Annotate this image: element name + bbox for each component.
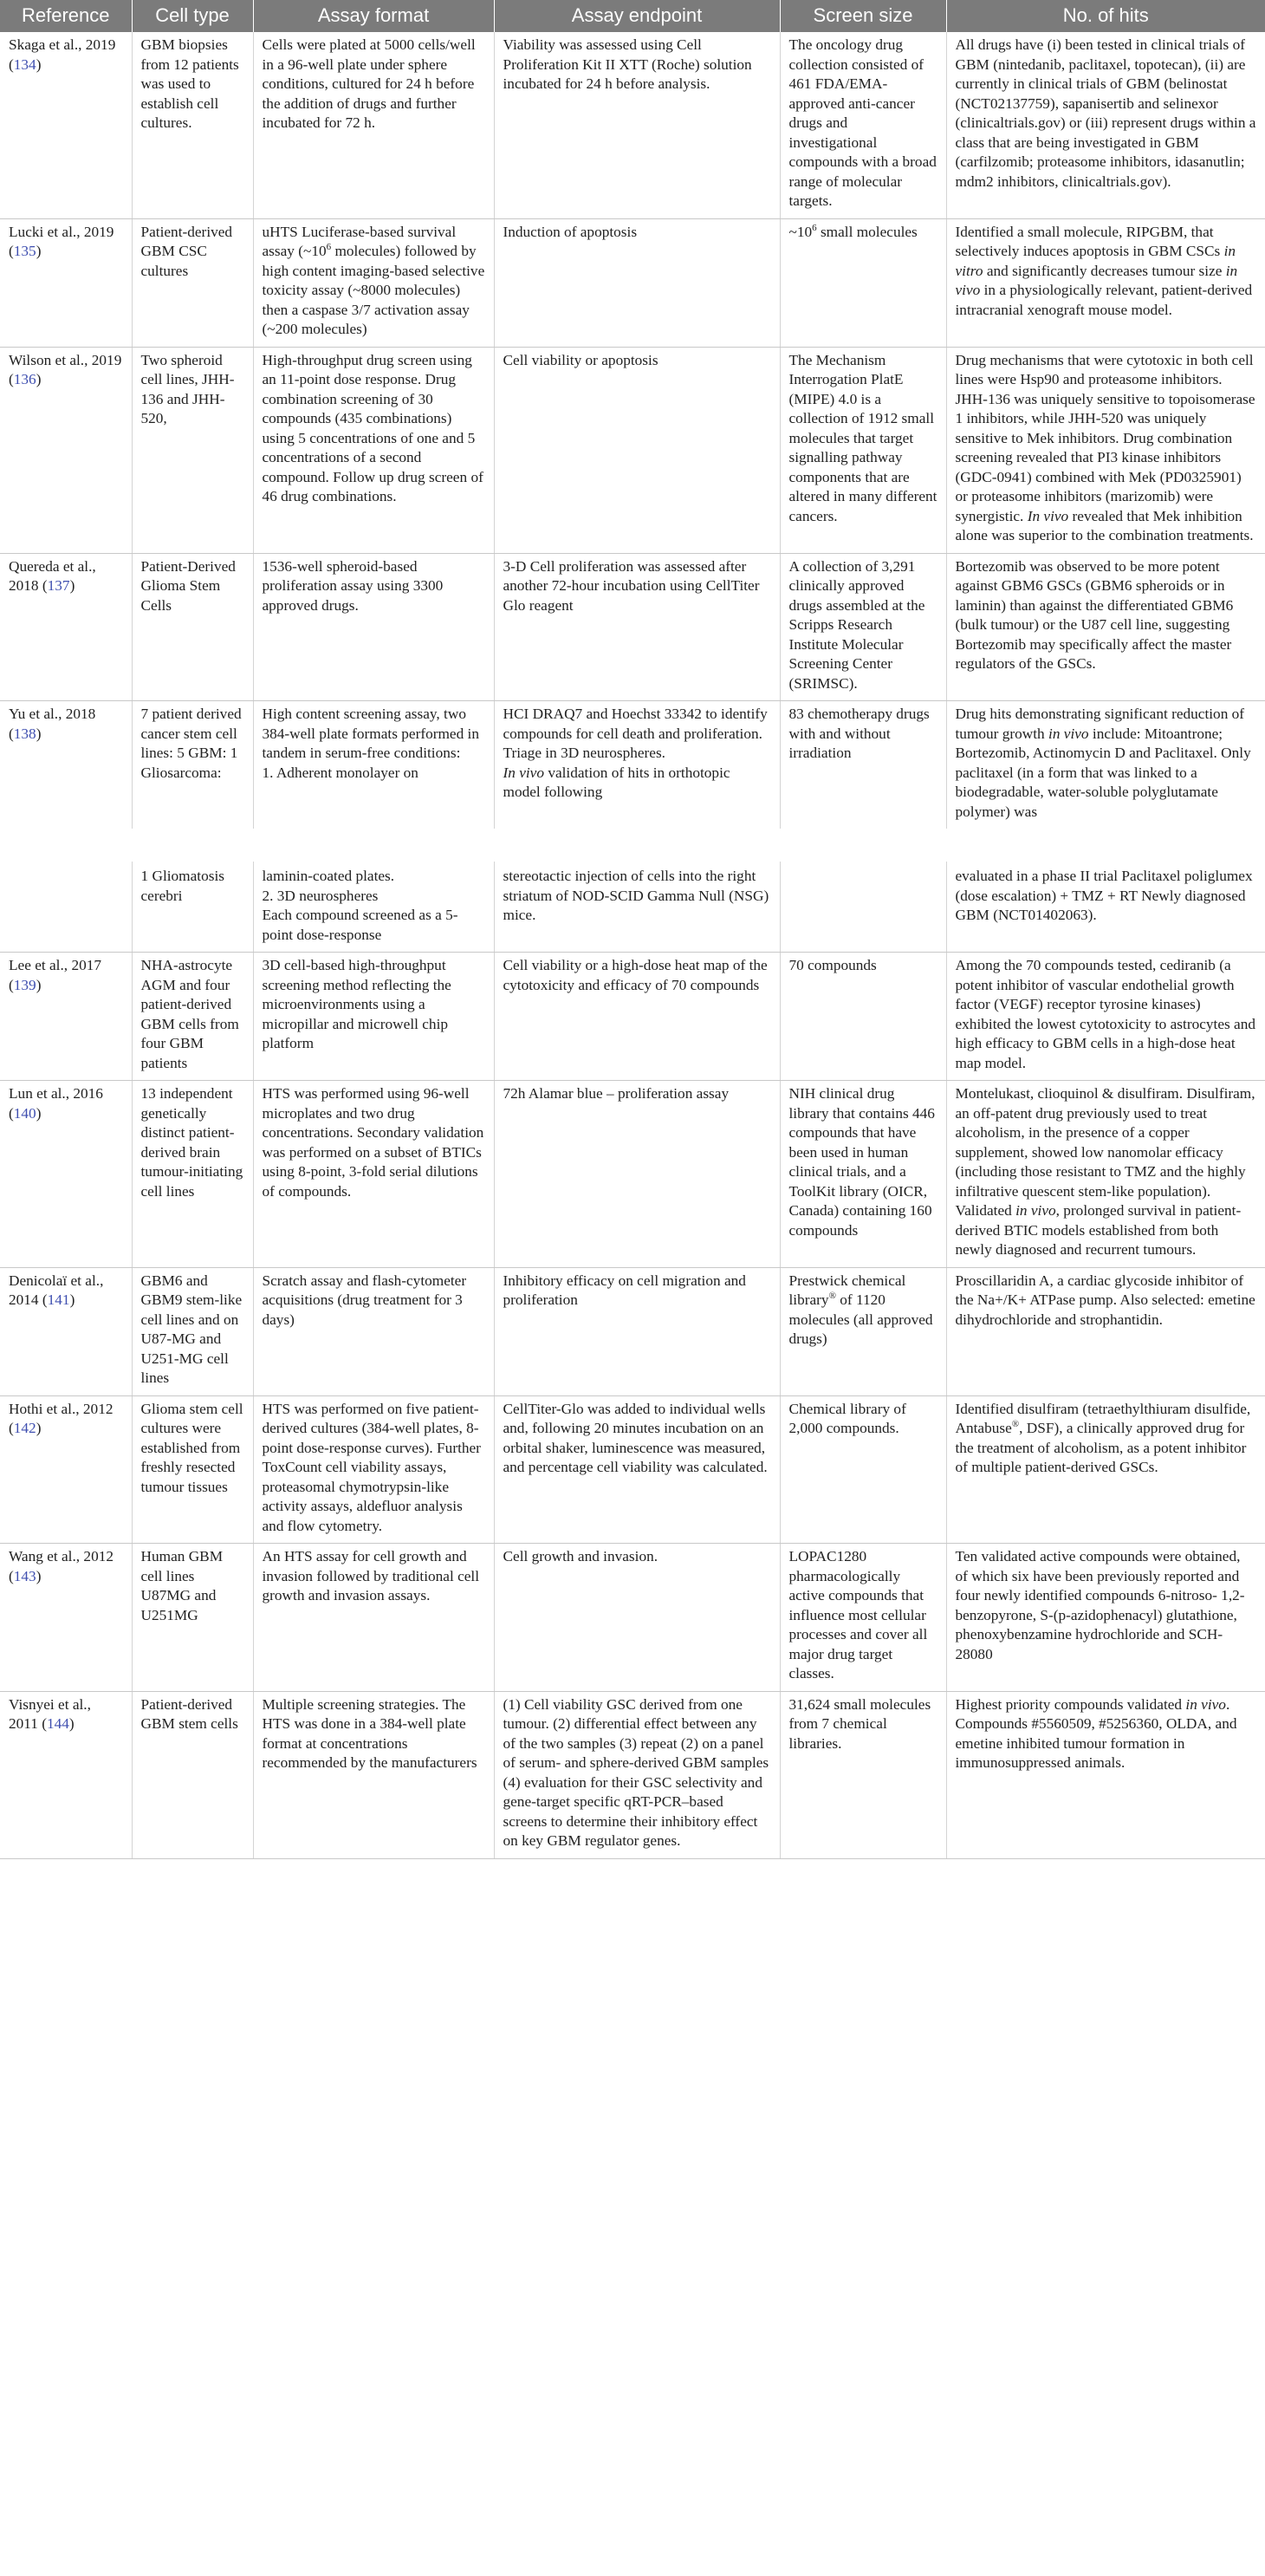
hits-cell: Drug mechanisms that were cytotoxic in both cell lines were Hsp90 and proteasome inhibitors. JHH-136 was uniquely sensitive to topoisomerase 1 inhibitors, while JHH-520 was uniquely sensitive to Mek inhibitors. Drug combination screening revealed that PI3 kinase inhibitors (GDC-0941) combined with Mek (PD0325901) or proteasome inhibitors (marizomib) were synergistic. In vivo revealed that Mek inhibition alone was superior to the combination treatments. (946, 347, 1265, 553)
cell-type-cell: 13 independent genetically distinct patient-derived brain tumour-initiating cell lines (132, 1081, 253, 1268)
assay-endpoint-cell: Inhibitory efficacy on cell migration and proliferation (494, 1267, 780, 1395)
assay-format-cell: High-throughput drug screen using an 11-point dose response. Drug combination screening of 30 compounds (435 combinations) using 5 concentrations of one and 5 concentrations of a second compound. Follow up drug screen of 46 drug combinations. (253, 347, 494, 553)
reference-cell: Quereda et al., 2018 (137) (0, 553, 132, 701)
assay-endpoint-cell: (1) Cell viability GSC derived from one tumour. (2) differential effect between any of the two samples (3) repeat (2) on a panel of serum- and sphere-derived GBM samples (4) evaluation for their GSC selectivity and gene-target specific qRT-PCR–based screens to determine their inhibitory effect on key GBM regulator genes. (494, 1691, 780, 1858)
reference-link[interactable]: 140 (13, 1104, 36, 1122)
table-row (0, 701, 1265, 829)
reference-link[interactable]: 143 (13, 1567, 36, 1584)
reference-cell: Wang et al., 2012 (143) (0, 1544, 132, 1692)
screen-size-cell: 83 chemotherapy drugs with and without irradiation (780, 701, 946, 829)
screen-size-cell: 31,624 small molecules from 7 chemical libraries. (780, 1691, 946, 1858)
screen-size-cell: The oncology drug collection consisted of 461 FDA/EMA-approved anti-cancer drugs and investigational compounds with a broad range of molecular targets. (780, 32, 946, 218)
cell-type-cell: Patient-Derived Glioma Stem Cells (132, 553, 253, 701)
reference-cell: Lee et al., 2017 (139) (0, 953, 132, 1081)
assay-format-cell: An HTS assay for cell growth and invasion followed by traditional cell growth and invasion assays. (253, 1544, 494, 1692)
reference-link[interactable]: 138 (13, 725, 36, 742)
reference-link[interactable]: 136 (13, 371, 36, 387)
hits-cell: Ten validated active compounds were obtained, of which six have been previously reported and four newly identified compounds 6-nitroso- 1,2-benzopyrone, S-(p-azidophenacyl) glutathione, phenoxybenzamine hydrochloride and SCH-28080 (946, 1544, 1265, 1692)
cell-type-cell: 7 patient derived cancer stem cell lines: 5 GBM: 1 Gliosarcoma: (132, 701, 253, 829)
assay-format-cell: Scratch assay and flash-cytometer acquisitions (drug treatment for 3 days) (253, 1267, 494, 1395)
cell-type-cell: Patient-derived GBM CSC cultures (132, 218, 253, 347)
hits-cell: Proscillaridin A, a cardiac glycoside inhibitor of the Na+/K+ ATPase pump. Also selected: emetine dihydrochloride and strophantidin. (946, 1267, 1265, 1395)
cell-type-cell: GBM biopsies from 12 patients was used to establish cell cultures. (132, 32, 253, 218)
page-break-gap (0, 829, 1265, 862)
reference-link[interactable]: 139 (13, 976, 36, 993)
table-row (0, 1267, 1265, 1395)
header-assay-endpoint: Assay endpoint (494, 0, 780, 32)
cell-type-cell: NHA-astrocyte AGM and four patient-derived GBM cells from four GBM patients (132, 953, 253, 1081)
header-screen-size: Screen size (780, 0, 946, 32)
table-row (0, 218, 1265, 347)
screen-size-cell: $\sim 10^6$ small molecules (780, 218, 946, 347)
reference-cell: Denicolaï et al., 2014 (141) (0, 1267, 132, 1395)
table-row (0, 1081, 1265, 1268)
screen-size-cell: The Mechanism Interrogation PlatE (MIPE) 4.0 is a collection of 1912 small molecules that target signalling pathway components that are altered in many different cancers. (780, 347, 946, 553)
screen-size-cell: A collection of 3,291 clinically approved drugs assembled at the Scripps Research Institute Molecular Screening Center (SRIMSC). (780, 553, 946, 701)
hits-cell: Highest priority compounds validated in vivo. Compounds #5560509, #5256360, OLDA, and emetine inhibited tumour formation in immunosuppressed animals. (946, 1691, 1265, 1858)
hits-cell: Bortezomib was observed to be more potent against GBM6 GSCs (GBM6 spheroids or in laminin) than against the differentiated GBM6 (bulk tumour) or the U87 cell line, suggesting Bortezomib may specifically affect the master regulators of the GSCs. (946, 553, 1265, 701)
reference-link[interactable]: 142 (13, 1420, 36, 1436)
assay-format-cell: Cells were plated at 5000 cells/well in a 96-well plate under sphere conditions, cultured for 24 h before the addition of drugs and further incubated for 72 h. (253, 32, 494, 218)
reference-cell: Hothi et al., 2012 (142) (0, 1395, 132, 1544)
table-row (0, 1691, 1265, 1858)
assay-endpoint-cell: stereotactic injection of cells into the right striatum of NOD-SCID Gamma Null (NSG) mice. (494, 862, 780, 953)
screen-size-cell: Prestwick chemical library® of 1120 molecules (all approved drugs) (780, 1267, 946, 1395)
reference-cell: Skaga et al., 2019 (134) (0, 32, 132, 218)
hits-cell: Drug hits demonstrating significant reduction of tumour growth in vivo include: Mitoantrone; Bortezomib, Actinomycin D and Paclitaxel. Only paclitaxel (in a form that was linked to a biodegradable, water-soluble polyglutamate polymer) was (955, 706, 1251, 820)
hits-cell: evaluated in a phase II trial Paclitaxel poliglumex (dose escalation) + TMZ + RT Newly diagnosed GBM (NCT01402063). (946, 862, 1265, 953)
screen-size-cell: 70 compounds (780, 953, 946, 1081)
screen-size-cell (780, 862, 946, 953)
reference-link[interactable]: 135 (13, 243, 36, 259)
assay-endpoint-cell: Cell growth and invasion. (494, 1544, 780, 1692)
assay-format-cell: High content screening assay, two 384-well plate formats performed in tandem in serum-free conditions: 1. Adherent monolayer on (253, 701, 494, 829)
reference-cell: Yu et al., 2018 (138) (0, 701, 132, 829)
assay-endpoint-cell: 72h Alamar blue – proliferation assay (494, 1081, 780, 1268)
reference-cell: Lun et al., 2016 (140) (0, 1081, 132, 1268)
hits-cell: Montelukast, clioquinol & disulfiram. Disulfiram, an off-patent drug previously used to treat alcoholism, in the presence of a copper supplement, showed low nanomolar efficacy (including those resistant to TMZ and the highly infiltrative quescent stem-like population). Validated in vivo, prolonged survival in patient-derived BTIC models established from both newly diagnosed and recurrent tumours. (946, 1081, 1265, 1268)
table-row-continuation (0, 862, 1265, 953)
cell-type-cell: Patient-derived GBM stem cells (132, 1691, 253, 1858)
table-row (0, 347, 1265, 553)
header-no-of-hits: No. of hits (946, 0, 1265, 32)
hits-cell: Identified disulfiram (tetraethylthiuram disulfide, Antabuse®, DSF), a clinically approved drug for the treatment of alcoholism, as a potent inhibitor of multiple patient-derived GSCs. (946, 1395, 1265, 1544)
assay-format-cell: uHTS Luciferase-based survival assay ($\sim 10^6$ molecules) followed by high content imaging-based selective toxicity assay (~8000 molecules) then a caspase 3/7 activation assay (~200 molecules) (253, 218, 494, 347)
screen-size-cell: Chemical library of 2,000 compounds. (780, 1395, 946, 1544)
reference-cell: Lucki et al., 2019 (135) (0, 218, 132, 347)
table-row (0, 1544, 1265, 1692)
reference-cell: Visnyei et al., 2011 (144) (0, 1691, 132, 1858)
assay-endpoint-cell: Viability was assessed using Cell Proliferation Kit II XTT (Roche) solution incubated for 24 h before analysis. (494, 32, 780, 218)
hits-cell: Among the 70 compounds tested, cediranib (a potent inhibitor of vascular endothelial growth factor (VEGF) receptor tyrosine kinases) exhibited the lowest cytotoxicity to astrocytes and high efficacy to GBM cells in a high-dose heat map model. (946, 953, 1265, 1081)
reference-cell: Wilson et al., 2019 (136) (0, 347, 132, 553)
cell-type-cell: 1 Gliomatosis cerebri (132, 862, 253, 953)
reference-link[interactable]: 141 (47, 1291, 70, 1308)
header-cell-type: Cell type (132, 0, 253, 32)
table-row (0, 32, 1265, 218)
cell-type-cell: Human GBM cell lines U87MG and U251MG (132, 1544, 253, 1692)
hits-cell: All drugs have (i) been tested in clinical trials of GBM (nintedanib, paclitaxel, topotecan), (ii) are currently in clinical trials of GBM (belinostat (NCT02137759), sapanisertib and selinexor (clinicaltrials.gov) or (iii) represent drugs within a class that are being investigated in GBM (carfilzomib; proteasome inhibitors, idasanutlin; mdm2 inhibitors, clinicaltrials.gov). (946, 32, 1265, 218)
header-assay-format: Assay format (253, 0, 494, 32)
assay-endpoint-cell: Cell viability or apoptosis (494, 347, 780, 553)
table-header-row (0, 0, 1265, 32)
assay-endpoint-cell: Induction of apoptosis (494, 218, 780, 347)
cell-type-cell: Two spheroid cell lines, JHH-136 and JHH-520, (132, 347, 253, 553)
assay-endpoint-cell: 3-D Cell proliferation was assessed after another 72-hour incubation using CellTiter Glo reagent (494, 553, 780, 701)
reference-link[interactable]: 137 (47, 577, 70, 594)
cell-type-cell: Glioma stem cell cultures were established from freshly resected tumour tissues (132, 1395, 253, 1544)
assay-endpoint-cell: CellTiter-Glo was added to individual wells and, following 20 minutes incubation on an orbital shaker, luminescence was measured, and percentage cell viability was calculated. (494, 1395, 780, 1544)
cell-type-cell: GBM6 and GBM9 stem-like cell lines and on U87-MG and U251-MG cell lines (132, 1267, 253, 1395)
table-row (0, 953, 1265, 1081)
screen-size-cell: LOPAC1280 pharmacologically active compounds that influence most cellular processes and cover all major drug target classes. (780, 1544, 946, 1692)
header-reference: Reference (0, 0, 132, 32)
assay-format-cell: laminin-coated plates. 2. 3D neurospheres Each compound screened as a 5-point dose-response (253, 862, 494, 953)
assay-format-cell: 3D cell-based high-throughput screening method reflecting the microenvironments using a micropillar and microwell chip platform (253, 953, 494, 1081)
hits-cell: Identified a small molecule, RIPGBM, that selectively induces apoptosis in GBM CSCs in vitro and significantly decreases tumour size in vivo in a physiologically relevant, patient-derived intracranial xenograft mouse model. (946, 218, 1265, 347)
table-row (0, 1395, 1265, 1544)
reference-link[interactable]: 134 (13, 55, 36, 73)
assay-endpoint-cell: HCI DRAQ7 and Hoechst 33342 to identify compounds for cell death and proliferation. Triage in 3D neurospheres. In vivo validation of hits in orthotopic model following (494, 701, 780, 829)
table-row (0, 553, 1265, 701)
screen-size-cell: NIH clinical drug library that contains 446 compounds that have been used in human clinical trials, and a ToolKit library (OICR, Canada) containing 160 compounds (780, 1081, 946, 1268)
assay-format-cell: 1536-well spheroid-based proliferation assay using 3300 approved drugs. (253, 553, 494, 701)
assay-format-cell: HTS was performed using 96-well microplates and two drug concentrations. Secondary validation was performed on a subset of BTICs using 8-point, 3-fold serial dilutions of compounds. (253, 1081, 494, 1268)
reference-link[interactable]: 144 (47, 1715, 69, 1732)
assay-format-cell: Multiple screening strategies. The HTS was done in a 384-well plate format at concentrations recommended by the manufacturers (253, 1691, 494, 1858)
assay-format-cell: HTS was performed on five patient-derived cultures (384-well plates, 8-point dose-response curves). Further ToxCount cell viability assays, proteasomal chymotrypsin-like activity assays, aldefluor analysis and flow cytometry. (253, 1395, 494, 1544)
assay-endpoint-cell: Cell viability or a high-dose heat map of the cytotoxicity and efficacy of 70 compounds (494, 953, 780, 1081)
reference-cell (0, 862, 132, 953)
